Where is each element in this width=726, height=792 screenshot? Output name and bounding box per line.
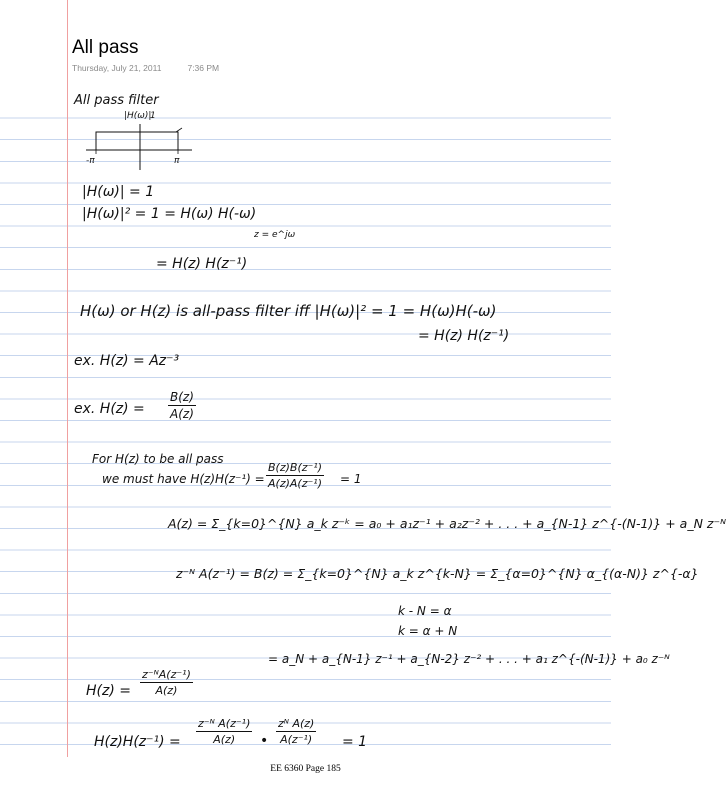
- final-denominator-1: A(z): [213, 733, 236, 746]
- condition-line-2-prefix: we must have H(z)H(z⁻¹) =: [102, 472, 265, 486]
- example-rational-numerator: B(z): [170, 390, 194, 404]
- final-fraction-2: [276, 717, 316, 746]
- example-delay: ex. H(z) = Az⁻³: [74, 353, 180, 369]
- condition-denominator: A(z)A(z⁻¹): [268, 477, 322, 490]
- index-substitution-1: k - N = α: [398, 604, 452, 618]
- example-rational-denominator: A(z): [170, 407, 194, 421]
- example-rational-fraction: [168, 390, 196, 421]
- section-heading: All pass filter: [74, 93, 159, 108]
- allpass-form-prefix: H(z) =: [86, 683, 131, 699]
- final-numerator-1: z⁻ᴺ A(z⁻¹): [198, 717, 251, 730]
- condition-fraction: [266, 461, 324, 490]
- equation-substitution: z = e^jω: [254, 230, 296, 240]
- sketch-y-label: |H(ω)|: [124, 111, 152, 121]
- equation-z-domain: = H(z) H(z⁻¹): [156, 256, 248, 272]
- sketch-magnitude-line: [96, 132, 178, 150]
- allpass-form-fraction: [140, 668, 193, 697]
- example-rational-prefix: ex. H(z) =: [74, 401, 145, 417]
- page-date: Thursday, July 21, 2011: [72, 63, 162, 73]
- equation-magnitude-squared: |H(ω)|² = 1 = H(ω) H(-ω): [82, 206, 257, 222]
- final-product-suffix: = 1: [342, 734, 368, 750]
- allpass-definition: H(ω) or H(z) is all-pass filter iff |H(ω)|² = 1 = H(ω)H(-ω): [80, 302, 497, 320]
- allpass-form-denominator: A(z): [155, 684, 178, 697]
- page-title: All pass: [72, 37, 139, 58]
- page-timestamp: [72, 63, 219, 73]
- polynomial-a: A(z) = Σ_{k=0}^{N} a_k z⁻ᵏ = a₀ + a₁z⁻¹ + a₂z⁻² + . . . + a_{N-1} z^{-(N-1)} + a_N z⁻ᴺ: [168, 516, 726, 531]
- allpass-response-sketch: [78, 118, 196, 180]
- allpass-definition-z: = H(z) H(z⁻¹): [418, 328, 510, 344]
- final-fraction-1: [196, 717, 252, 746]
- final-product-prefix: H(z)H(z⁻¹) =: [94, 734, 181, 750]
- final-product-dot: •: [260, 733, 269, 749]
- final-denominator-2: A(z⁻¹): [280, 733, 313, 746]
- sketch-left-tick-label: -π: [86, 156, 95, 166]
- page-footer-area: [0, 757, 611, 792]
- index-substitution-2: k = α + N: [398, 624, 458, 638]
- condition-line-2-suffix: = 1: [340, 472, 362, 486]
- page-time: 7:36 PM: [187, 63, 220, 73]
- polynomial-b-expanded: = a_N + a_{N-1} z⁻¹ + a_{N-2} z⁻² + . . . + a₁ z^{-(N-1)} + a₀ z⁻ᴺ: [268, 652, 670, 666]
- sketch-level-mark: [176, 128, 182, 132]
- condition-line-1: For H(z) to be all pass: [92, 452, 224, 466]
- sketch-right-tick-label: π: [174, 156, 180, 166]
- final-numerator-2: zᴺ A(z): [278, 717, 315, 730]
- polynomial-b: z⁻ᴺ A(z⁻¹) = B(z) = Σ_{k=0}^{N} a_k z^{k-N} = Σ_{α=0}^{N} α_{(α-N)} z^{-α}: [176, 566, 699, 581]
- page-footer: EE 6360 Page 185: [270, 764, 341, 774]
- sketch-level-label: 1: [150, 111, 156, 121]
- condition-numerator: B(z)B(z⁻¹): [268, 461, 323, 474]
- equation-unit-magnitude: |H(ω)| = 1: [82, 184, 155, 200]
- margin-line: [67, 0, 68, 757]
- allpass-form-numerator: z⁻ᴺA(z⁻¹): [142, 668, 191, 681]
